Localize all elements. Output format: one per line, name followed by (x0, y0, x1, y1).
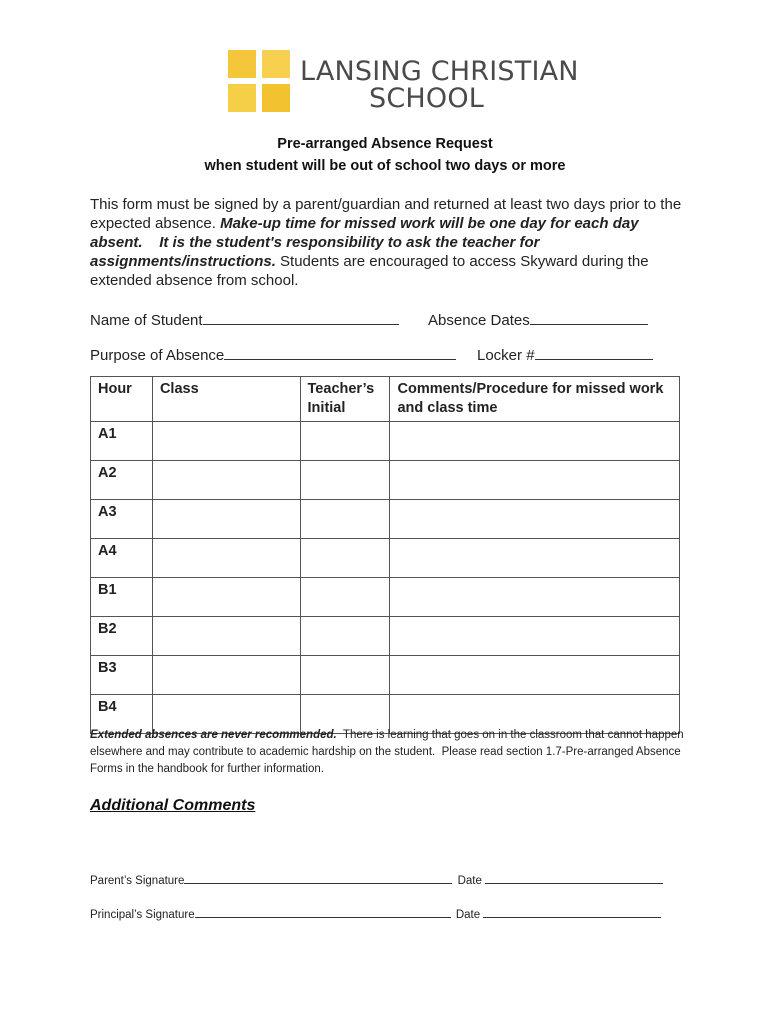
student-name-line[interactable] (203, 310, 399, 325)
hour-cell: B4 (91, 695, 153, 734)
intro-text-2: Students are encouraged to access Skyward during the extended absence from school. (90, 253, 649, 289)
comments-cell[interactable] (390, 539, 680, 578)
class-cell[interactable] (152, 617, 300, 656)
locker-label: Locker # (477, 347, 535, 364)
hour-cell: A2 (91, 461, 153, 500)
hour-cell: A3 (91, 500, 153, 539)
hour-cell: B3 (91, 656, 153, 695)
initial-cell[interactable] (300, 656, 390, 695)
locker-line[interactable] (535, 345, 653, 360)
class-cell[interactable] (152, 578, 300, 617)
comments-cell[interactable] (390, 500, 680, 539)
table-row (91, 539, 680, 578)
comments-cell[interactable] (390, 578, 680, 617)
intro-text-1: This form must be signed by a parent/guardian and returned at least two days prior to the expected absence. (90, 196, 682, 232)
parent-signature-label: Parent’s Signature (90, 875, 185, 887)
student-name-field[interactable] (90, 310, 399, 329)
table-header-row (91, 377, 680, 422)
table-row (91, 617, 680, 656)
parent-signature-line[interactable] (184, 872, 452, 884)
principal-signature-row[interactable] (90, 906, 661, 921)
header-hour: Hour (91, 377, 153, 422)
header-class: Class (152, 377, 300, 422)
table-row (91, 422, 680, 461)
locker-field[interactable] (477, 345, 653, 364)
comments-cell[interactable] (390, 617, 680, 656)
table-row (91, 578, 680, 617)
absence-dates-field[interactable] (428, 310, 648, 329)
parent-date-line[interactable] (485, 872, 663, 884)
hour-cell: B2 (91, 617, 153, 656)
school-name-line2: SCHOOL (369, 83, 485, 114)
initial-cell[interactable] (300, 539, 390, 578)
intro-bold-2: It is the student's responsibility to ask the teacher for assignments/instructions. (90, 234, 540, 270)
school-logo (228, 50, 579, 116)
purpose-label: Purpose of Absence (90, 347, 225, 364)
absence-dates-label: Absence Dates (428, 312, 530, 329)
class-cell[interactable] (152, 500, 300, 539)
school-name-line1: LANSING CHRISTIAN (300, 56, 579, 87)
initial-cell[interactable] (300, 617, 390, 656)
additional-comments-heading: Additional Comments (90, 797, 256, 814)
hour-cell: B1 (91, 578, 153, 617)
table-row (91, 461, 680, 500)
class-cell[interactable] (152, 422, 300, 461)
table-row (91, 500, 680, 539)
absence-dates-line[interactable] (530, 310, 648, 325)
initial-cell[interactable] (300, 578, 390, 617)
parent-date-label: Date (457, 875, 486, 887)
principal-signature-line[interactable] (195, 906, 451, 918)
cross-window-logo-icon (228, 50, 290, 112)
initial-cell[interactable] (300, 461, 390, 500)
purpose-field[interactable] (90, 345, 456, 364)
hour-cell: A1 (91, 422, 153, 461)
class-cell[interactable] (152, 539, 300, 578)
note-bold: Extended absences are never recommended. (90, 729, 337, 741)
parent-signature-row[interactable] (90, 872, 663, 887)
hour-cell: A4 (91, 539, 153, 578)
class-cell[interactable] (152, 461, 300, 500)
class-cell[interactable] (152, 656, 300, 695)
table-row (91, 656, 680, 695)
student-name-label: Name of Student (90, 312, 203, 329)
principal-date-label: Date (455, 909, 484, 921)
absence-note (90, 727, 690, 778)
intro-paragraph (90, 195, 690, 290)
comments-cell[interactable] (390, 656, 680, 695)
intro-bold-1: Make-up time for missed work will be one day for each day absent. (90, 215, 639, 251)
intro-gap (143, 234, 160, 251)
header-comments: Comments/Procedure for missed work and class time (390, 377, 680, 422)
form-title: Pre-arranged Absence Request (277, 136, 493, 152)
class-schedule-table (90, 376, 680, 734)
note-text: There is learning that goes on in the classroom that cannot happen elsewhere and may contribute to academic hardship on the student. Please read section 1.7-Pre-arranged Absence Forms in the handbook for further information. (90, 729, 687, 775)
form-subtitle: when student will be out of school two days or more (204, 158, 566, 174)
purpose-line[interactable] (224, 345, 456, 360)
principal-date-line[interactable] (483, 906, 661, 918)
header-teacher-initial: Teacher’s Initial (300, 377, 390, 422)
initial-cell[interactable] (300, 500, 390, 539)
comments-cell[interactable] (390, 461, 680, 500)
initial-cell[interactable] (300, 422, 390, 461)
comments-cell[interactable] (390, 422, 680, 461)
principal-signature-label: Principal’s Signature (90, 909, 195, 921)
